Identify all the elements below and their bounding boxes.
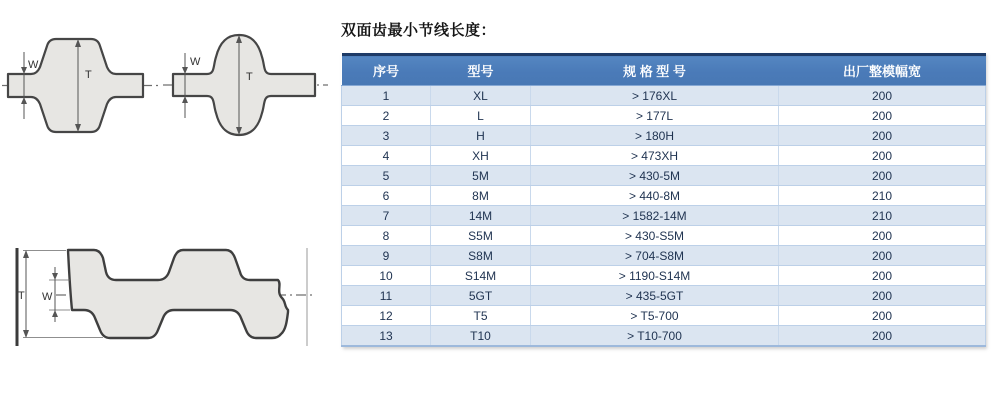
dimension-label-t: T [85,69,92,81]
table-cell: 4 [342,146,431,166]
table-header-row [342,55,986,86]
table-row [342,166,986,186]
table-cell: > 1582-14M [531,206,779,226]
table-cell: 200 [779,226,986,246]
arrow-up-icon [23,250,29,258]
table-cell: 5M [431,166,531,186]
table-cell: > 1190-S14M [531,266,779,286]
table-row [342,286,986,306]
table-cell: > 435-5GT [531,286,779,306]
table-cell: > 704-S8M [531,246,779,266]
column-header-index: 序号 [342,55,431,86]
column-header-width: 出厂整模幅宽 [779,55,986,86]
table-cell: 5GT [431,286,531,306]
dimension-label-t: T [246,71,253,83]
table-cell: 210 [779,206,986,226]
table-title: 双面齿最小节线长度： [341,22,497,39]
table-cell: 210 [779,186,986,206]
table-cell: 8 [342,226,431,246]
belt-profile-diagram [10,240,320,355]
table-cell: 5 [342,166,431,186]
belt-shape [173,35,315,135]
table-cell: > 176XL [531,86,779,106]
belt-shape [8,39,143,132]
table-cell: 3 [342,126,431,146]
table-cell: > T10-700 [531,326,779,347]
table-cell: 200 [779,166,986,186]
table-cell: S14M [431,266,531,286]
table-cell: 9 [342,246,431,266]
arrow-down-icon [52,273,58,280]
table-row [342,126,986,146]
table-cell: 1 [342,86,431,106]
belt-cross-section-trapezoid-diagram [2,22,162,154]
table-cell: 8M [431,186,531,206]
spec-table-body [342,86,986,347]
table-cell: 6 [342,186,431,206]
table-cell: > 180H [531,126,779,146]
table-cell: XH [431,146,531,166]
table-cell: 200 [779,86,986,106]
belt-cross-section-round-diagram [163,22,328,157]
table-cell: 200 [779,326,986,347]
dimension-label-t: T [18,290,25,302]
table-cell: 200 [779,146,986,166]
table-cell: 14M [431,206,531,226]
table-cell: > 430-5M [531,166,779,186]
dimension-label-w: W [28,59,39,71]
table-cell: XL [431,86,531,106]
table-cell: 200 [779,266,986,286]
table-cell: S5M [431,226,531,246]
table-cell: > 430-S5M [531,226,779,246]
column-header-model: 型号 [431,55,531,86]
table-row [342,206,986,226]
table-cell: > 473XH [531,146,779,166]
table-cell: 7 [342,206,431,226]
arrow-up-icon [52,310,58,317]
arrow-down-icon [23,330,29,338]
table-cell: 12 [342,306,431,326]
table-row [342,226,986,246]
table-cell: H [431,126,531,146]
table-row [342,246,986,266]
table-row [342,146,986,166]
table-row [342,266,986,286]
column-header-spec: 规 格 型 号 [531,55,779,86]
table-cell: 13 [342,326,431,347]
table-cell: S8M [431,246,531,266]
table-cell: 11 [342,286,431,306]
table-cell: T10 [431,326,531,347]
table-row [342,306,986,326]
table-cell: 200 [779,126,986,146]
table-row [342,106,986,126]
table-cell: > 177L [531,106,779,126]
table-cell: 200 [779,306,986,326]
table-row [342,86,986,106]
table-cell: 2 [342,106,431,126]
spec-table [341,53,986,347]
table-cell: 200 [779,246,986,266]
dimension-label-w: W [42,291,53,303]
table-cell: L [431,106,531,126]
table-row [342,186,986,206]
table-cell: T5 [431,306,531,326]
dimension-label-w: W [190,56,201,68]
table-cell: 200 [779,106,986,126]
table-cell: > 440-8M [531,186,779,206]
table-row [342,326,986,347]
spec-table-container [341,53,985,347]
table-cell: 10 [342,266,431,286]
table-cell: > T5-700 [531,306,779,326]
belt-shape [68,250,288,338]
table-cell: 200 [779,286,986,306]
